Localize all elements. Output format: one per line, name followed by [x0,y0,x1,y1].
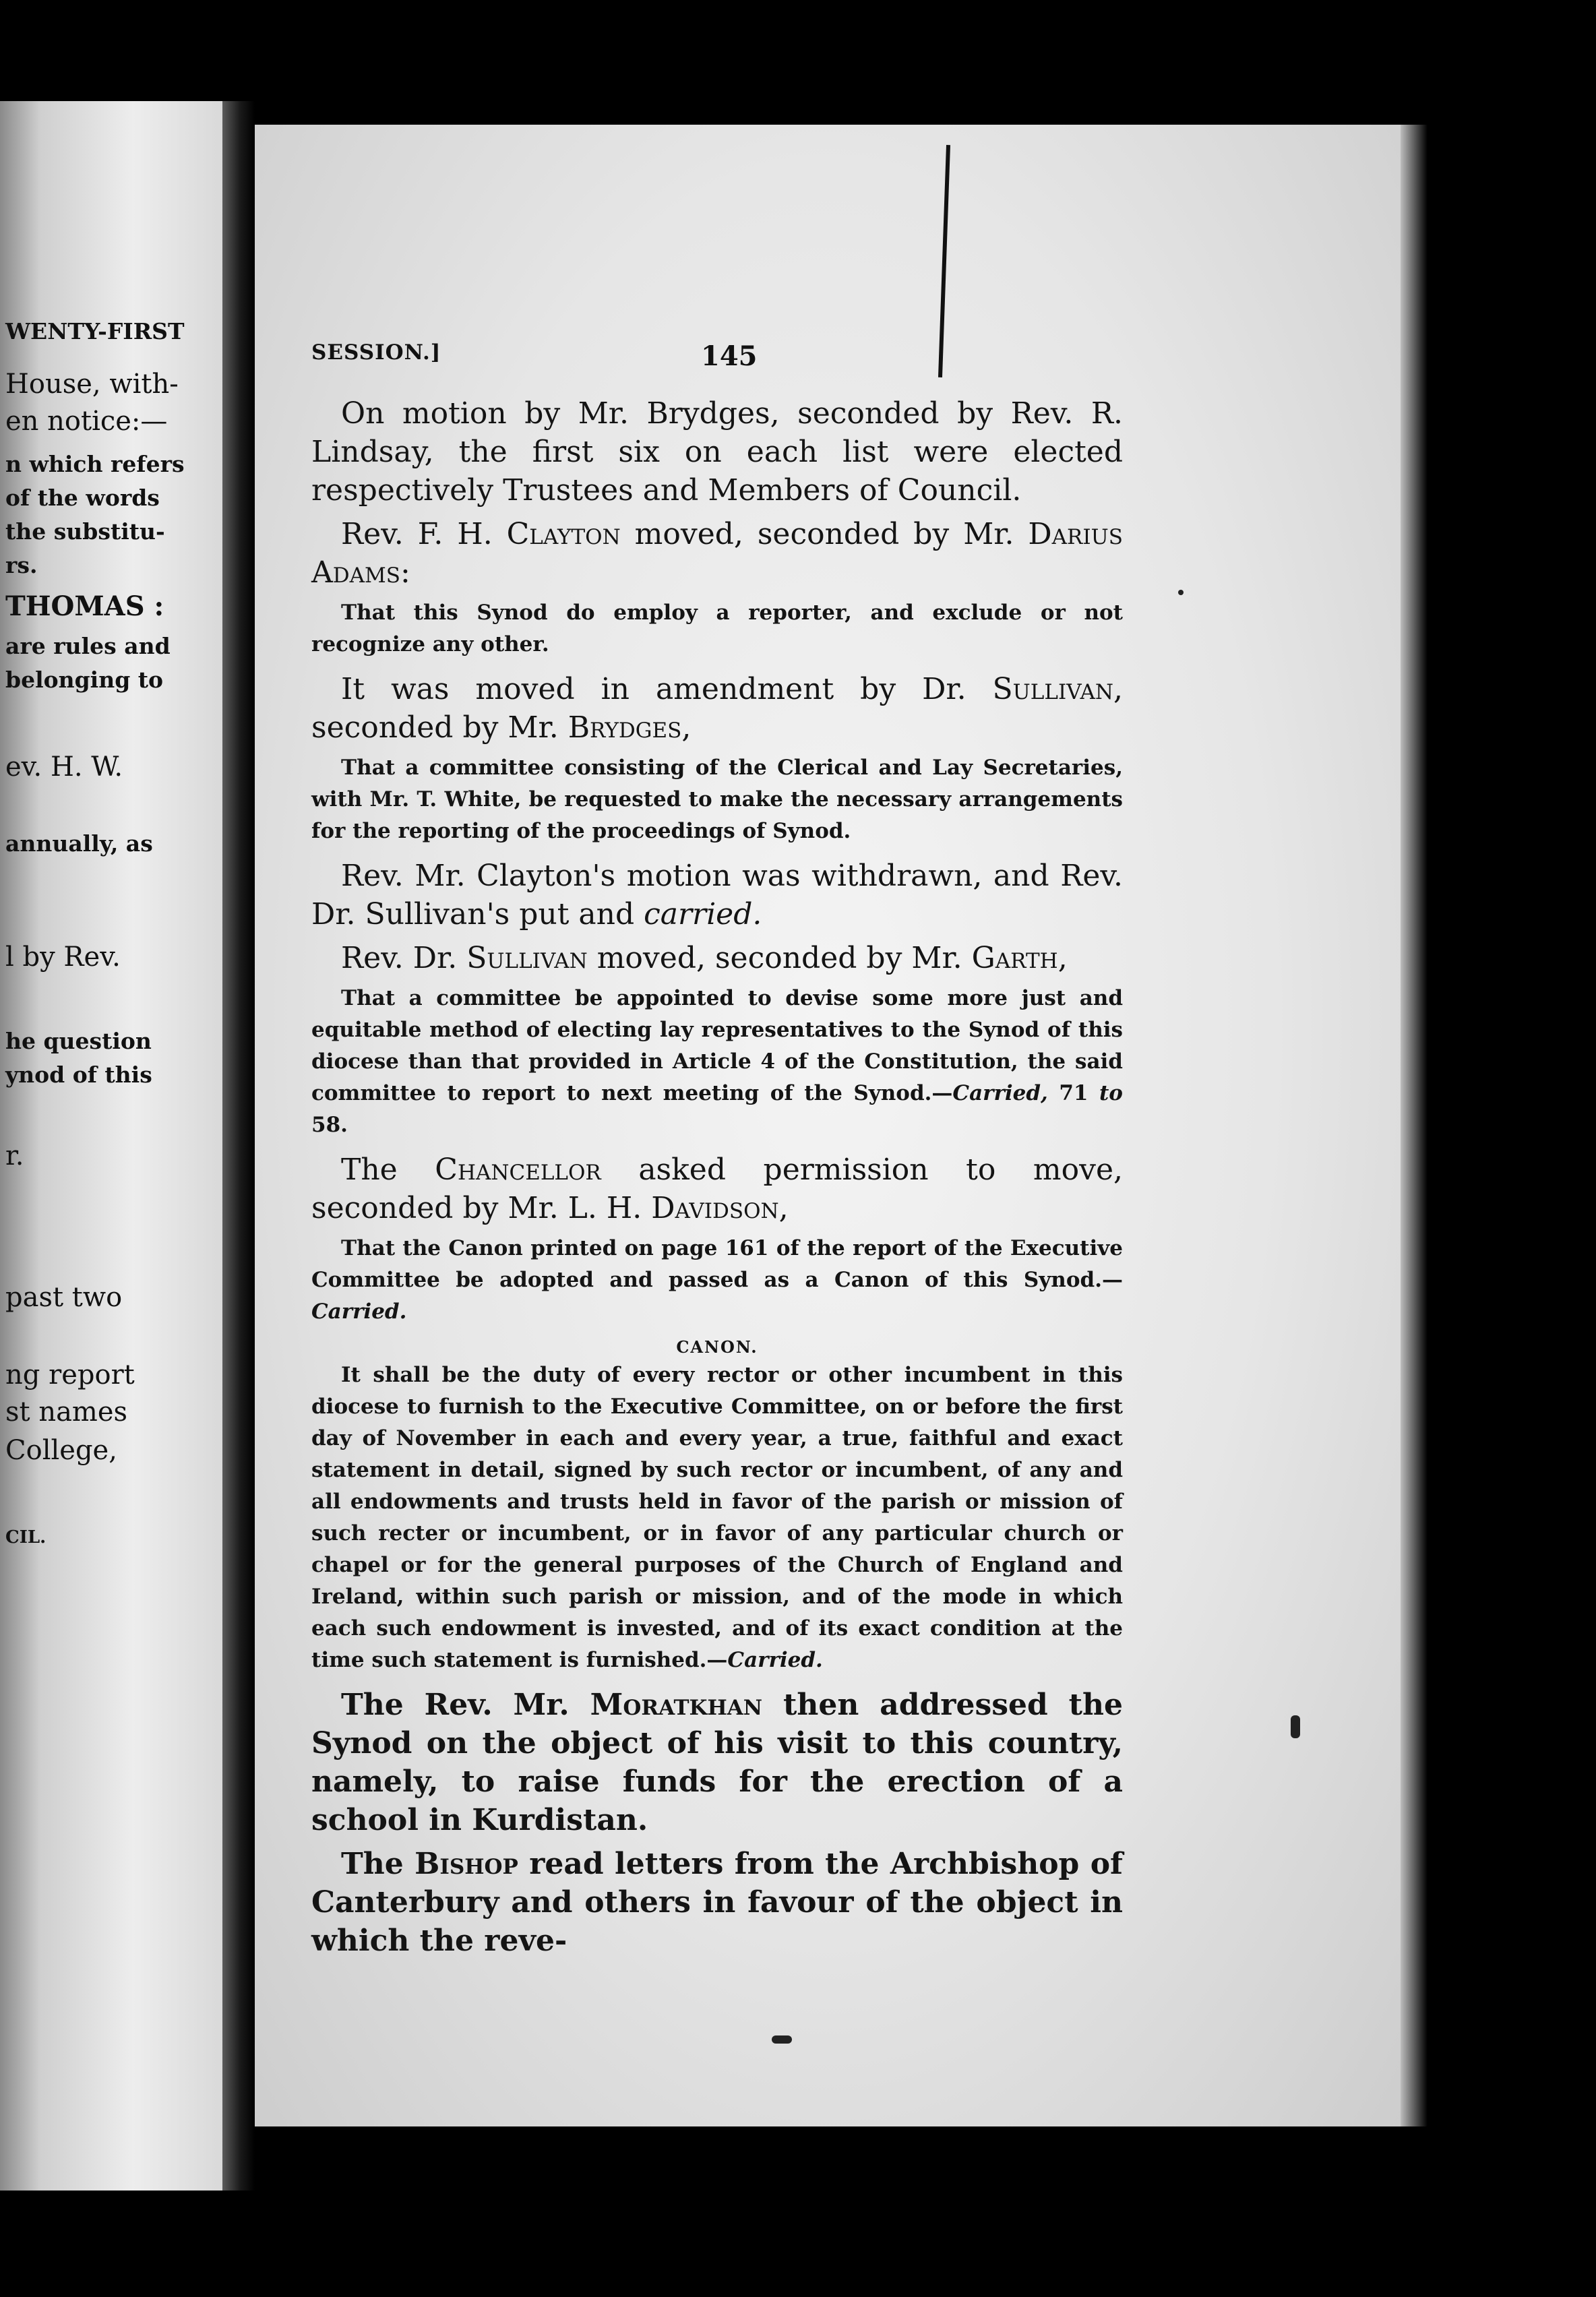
page-edge-shadow [1401,125,1428,2126]
name-moratkhan: Moratkhan [590,1688,763,1722]
carried-text: carried. [644,897,762,931]
carried-text: Carried, [952,1081,1048,1105]
left-fragment: WENTY-FIRST [5,318,185,344]
paragraph-bishop-letters [311,1845,1123,1960]
left-fragment: the substitu- [5,518,165,545]
text: , seconded by Mr. [311,672,1123,745]
left-fragment: are rules and [5,633,171,659]
scan-speck [772,2035,792,2044]
left-fragment: ynod of this [5,1062,152,1088]
resolution-reporter: That this Synod do employ a reporter, and exclude or not recognize any other. [311,601,1123,656]
text: then addressed the Synod on the object of his visit to this country, namely, to raise funds for the erection of a school in Kurdistan. [311,1688,1123,1837]
left-fragment: of the words [5,485,160,511]
carried-text: Carried. [727,1648,823,1672]
left-page [0,101,222,2191]
carried-text: Carried. [311,1299,407,1324]
text: , [1057,941,1068,975]
left-fragment: belonging to [5,667,164,693]
text: : [400,555,410,590]
running-head: SESSION.] [311,340,441,365]
text: 58. [311,1113,348,1137]
left-fragment: l by Rev. [5,942,121,973]
left-fragment: he question [5,1028,152,1054]
left-fragment: THOMAS : [5,590,164,622]
paragraph-motion-brydges: On motion by Mr. Brydges, seconded by Rev. R. Lindsay, the first six on each list were elected respectively Trustees and Members of Council. [311,396,1123,508]
left-fragment: ev. H. W. [5,752,123,783]
text: moved, seconded by Mr. [587,941,972,975]
paragraph-withdrawn [311,857,1123,933]
paragraph-amendment [311,670,1123,747]
name-bishop: Bishop [415,1847,518,1881]
text: That a committee be appointed to devise some more just and equitable method of electing lay representatives to the Synod of this diocese than that provided in Article 4 of the Constitution, the said committee to report to next meeting of the Synod.— [311,986,1123,1105]
text: The [341,1847,415,1881]
canon-text [311,1359,1123,1676]
text: Rev. F. H. [341,517,507,551]
left-fragment: past two [5,1282,123,1313]
left-fragment: CIL. [5,1527,47,1548]
left-fragment: annually, as [5,830,153,857]
left-fragment: n which refers [5,451,185,477]
left-fragment: r. [5,1140,24,1171]
page-number: 145 [701,340,758,372]
text: , [681,710,692,745]
name-sullivan: Sullivan [992,672,1113,706]
paragraph-sullivan-motion [311,939,1123,977]
text: Rev. Dr. [341,941,467,975]
left-fragment: College, [5,1435,117,1466]
resolution-committee-reporting: That a committee consisting of the Clerical and Lay Secretaries, with Mr. T. White, be requested to make the necessary arrangements for the reporting of the proceedings of Synod. [311,756,1123,843]
book-gutter [222,101,255,2191]
text: moved, seconded by Mr. [620,517,1029,551]
text: Rev. Mr. Clayton's motion was withdrawn, and Rev. Dr. Sullivan's put and [311,859,1123,931]
paragraph-moratkhan [311,1686,1123,1839]
left-fragment: en notice:— [5,406,168,437]
canon-heading: CANON. [676,1337,758,1357]
text: read letters from the Archbishop of Canterbury and others in favour of the object in which the reve- [311,1847,1123,1958]
left-fragment: rs. [5,552,38,578]
name-darius-adams: Darius Adams [311,517,1123,590]
text: It was moved in amendment by Dr. [341,672,993,706]
text: , [778,1191,789,1225]
scan-speck [1178,590,1184,595]
paragraph-clayton-motion [311,515,1123,592]
name-clayton: Clayton [506,517,621,551]
text: 71 [1047,1081,1099,1105]
text: It shall be the duty of every rector or other incumbent in this diocese to furnish to the Executive Committee, on or before the first day of November in each and every year, a true, faithful and exact statement in detail, signed by such rector or incumbent, of any and all endowments and trusts held in favor of the parish or mission of such recter or incumbent, or in favor of any particular church or chapel or for the general purposes of the Church of England and Ireland, within such parish or mission, and of the mode in which each such endowment is invested, and of its exact condition at the time such statement is furnished.— [311,1363,1123,1672]
name-davidson: Davidson [651,1191,779,1225]
resolution-canon-adopted [311,1233,1123,1328]
text: to [1099,1081,1123,1105]
text: The [341,1153,435,1187]
text: That the Canon printed on page 161 of the report of the Executive Committee be adopted and passed as a Canon of this Synod.— [311,1236,1123,1292]
left-fragment: st names [5,1397,128,1428]
left-fragment: House, with- [5,369,179,400]
text: The Rev. Mr. [341,1688,590,1722]
text: asked permission to move, seconded by Mr. L. H. [311,1153,1123,1225]
page-body [311,394,1123,1965]
resolution-lay-representatives [311,983,1123,1141]
name-brydges: Brydges [567,710,682,745]
paragraph-chancellor [311,1151,1123,1227]
scan-speck [1291,1715,1300,1738]
left-fragment: ng report [5,1359,135,1390]
name-chancellor: Chancellor [435,1153,601,1187]
name-sullivan: Sullivan [466,941,588,975]
name-garth: Garth [971,941,1058,975]
